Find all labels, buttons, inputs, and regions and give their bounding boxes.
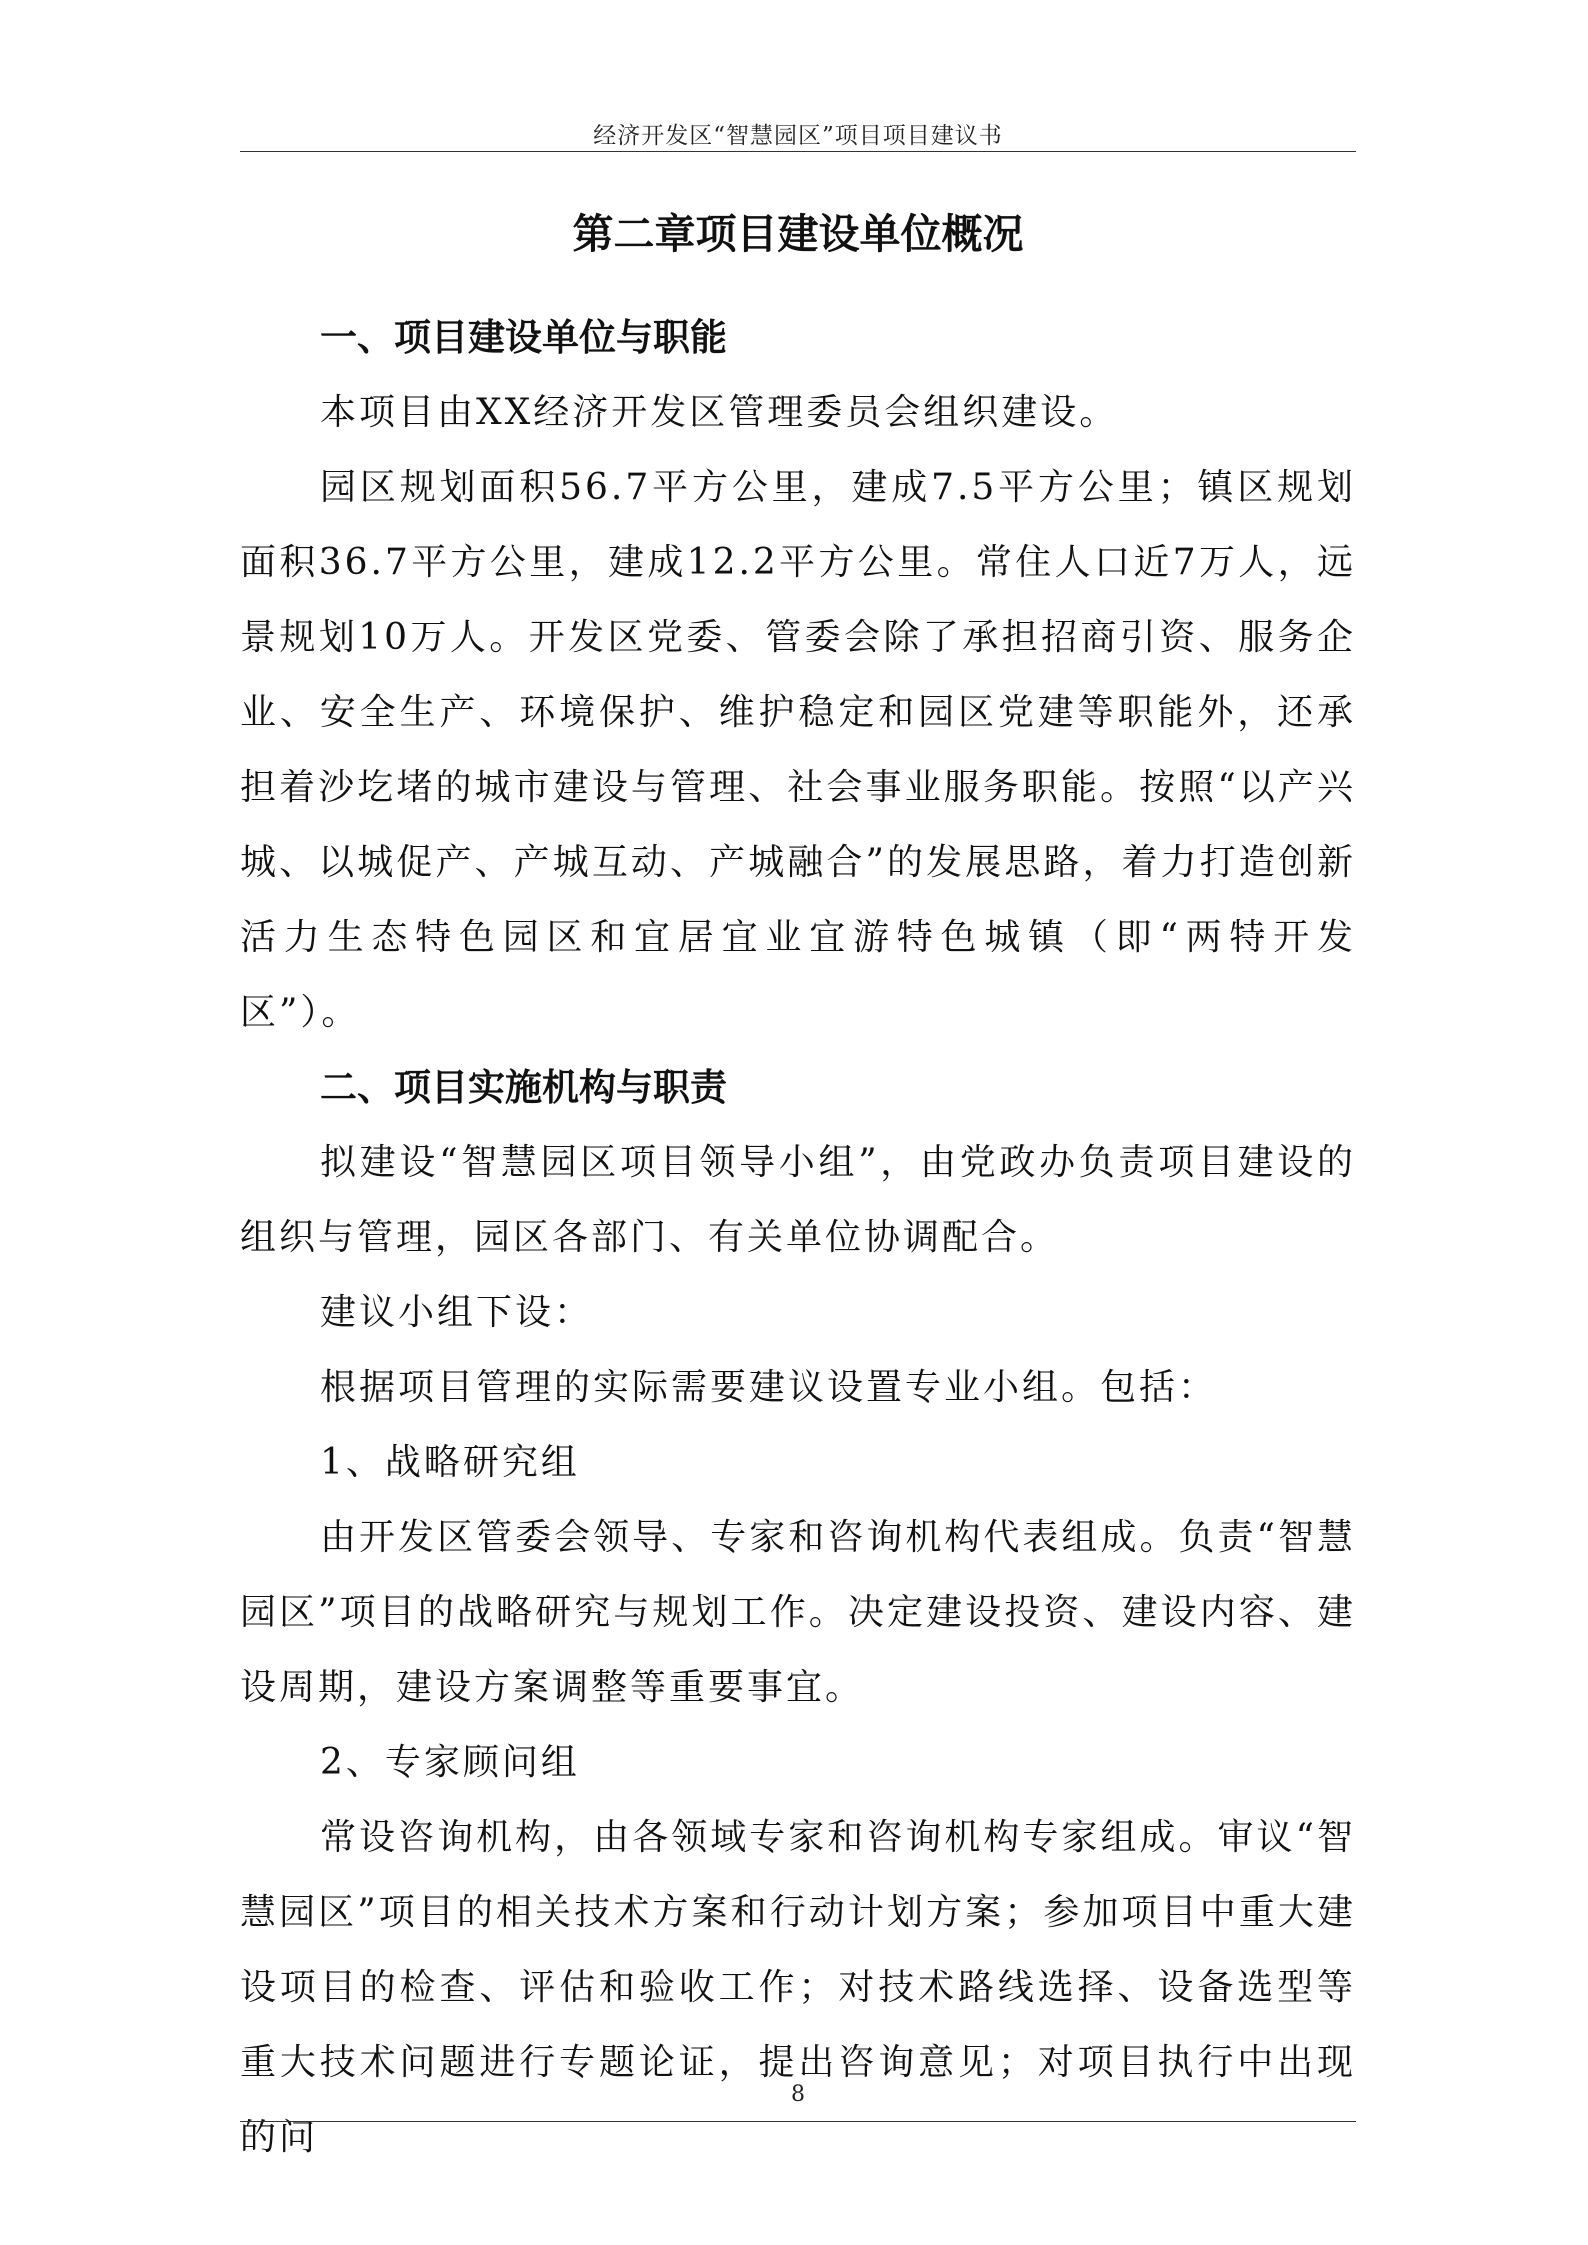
chapter-title: 第二章项目建设单位概况 bbox=[572, 210, 1024, 258]
paragraph: 拟建设“智慧园区项目领导小组”，由党政办负责项目建设的组织与管理，园区各部门、有关单位协调配合。 bbox=[240, 1142, 1356, 1258]
running-header: 经济开发区“智慧园区”项目项目建议书 bbox=[593, 123, 1003, 149]
paragraph: 园区规划面积56.7平方公里，建成7.5平方公里；镇区规划面积36.7平方公里，建成12.2平方公里。常住人口近7万人，远景规划10万人。开发区党委、管委会除了承担招商引资、服务企业、安全生产、环境保护、维护稳定和园区党建等职能外，还承担着沙圪堵的城市建设与管理、社会事业服务职能。按照“以产兴城、以城促产、产城互动、产城融合”的发展思路，着力打造创新活力生态特色园区和宜居宜业宜游特色城镇（即“两特开发区”）。 bbox=[240, 467, 1356, 1033]
header-rule bbox=[240, 151, 1356, 152]
paragraph: 建议小组下设： bbox=[320, 1292, 594, 1333]
page-number: 8 bbox=[791, 2082, 805, 2107]
list-item-heading: 2、专家顾问组 bbox=[320, 1742, 580, 1783]
paragraph: 常设咨询机构，由各领域专家和咨询机构专家组成。审议“智慧园区”项目的相关技术方案和行动计划方案；参加项目中重大建设项目的检查、评估和验收工作；对技术路线选择、设备选型等重大技术问题进行专题论证，提出咨询意见；对项目执行中出现的问 bbox=[240, 1817, 1356, 2158]
paragraph: 根据项目管理的实际需要建议设置专业小组。包括： bbox=[320, 1367, 1218, 1408]
section-heading-1: 一、项目建设单位与职能 bbox=[320, 315, 727, 359]
paragraph: 本项目由XX经济开发区管理委员会组织建设。 bbox=[320, 392, 1119, 433]
list-item-heading: 1、战略研究组 bbox=[320, 1442, 580, 1483]
paragraph: 由开发区管委会领导、专家和咨询机构代表组成。负责“智慧园区”项目的战略研究与规划工作。决定建设投资、建设内容、建设周期，建设方案调整等重要事宜。 bbox=[240, 1517, 1356, 1708]
section-heading-2: 二、项目实施机构与职责 bbox=[320, 1065, 727, 1109]
page-content bbox=[240, 200, 1356, 2175]
footer-rule bbox=[240, 2121, 1356, 2122]
